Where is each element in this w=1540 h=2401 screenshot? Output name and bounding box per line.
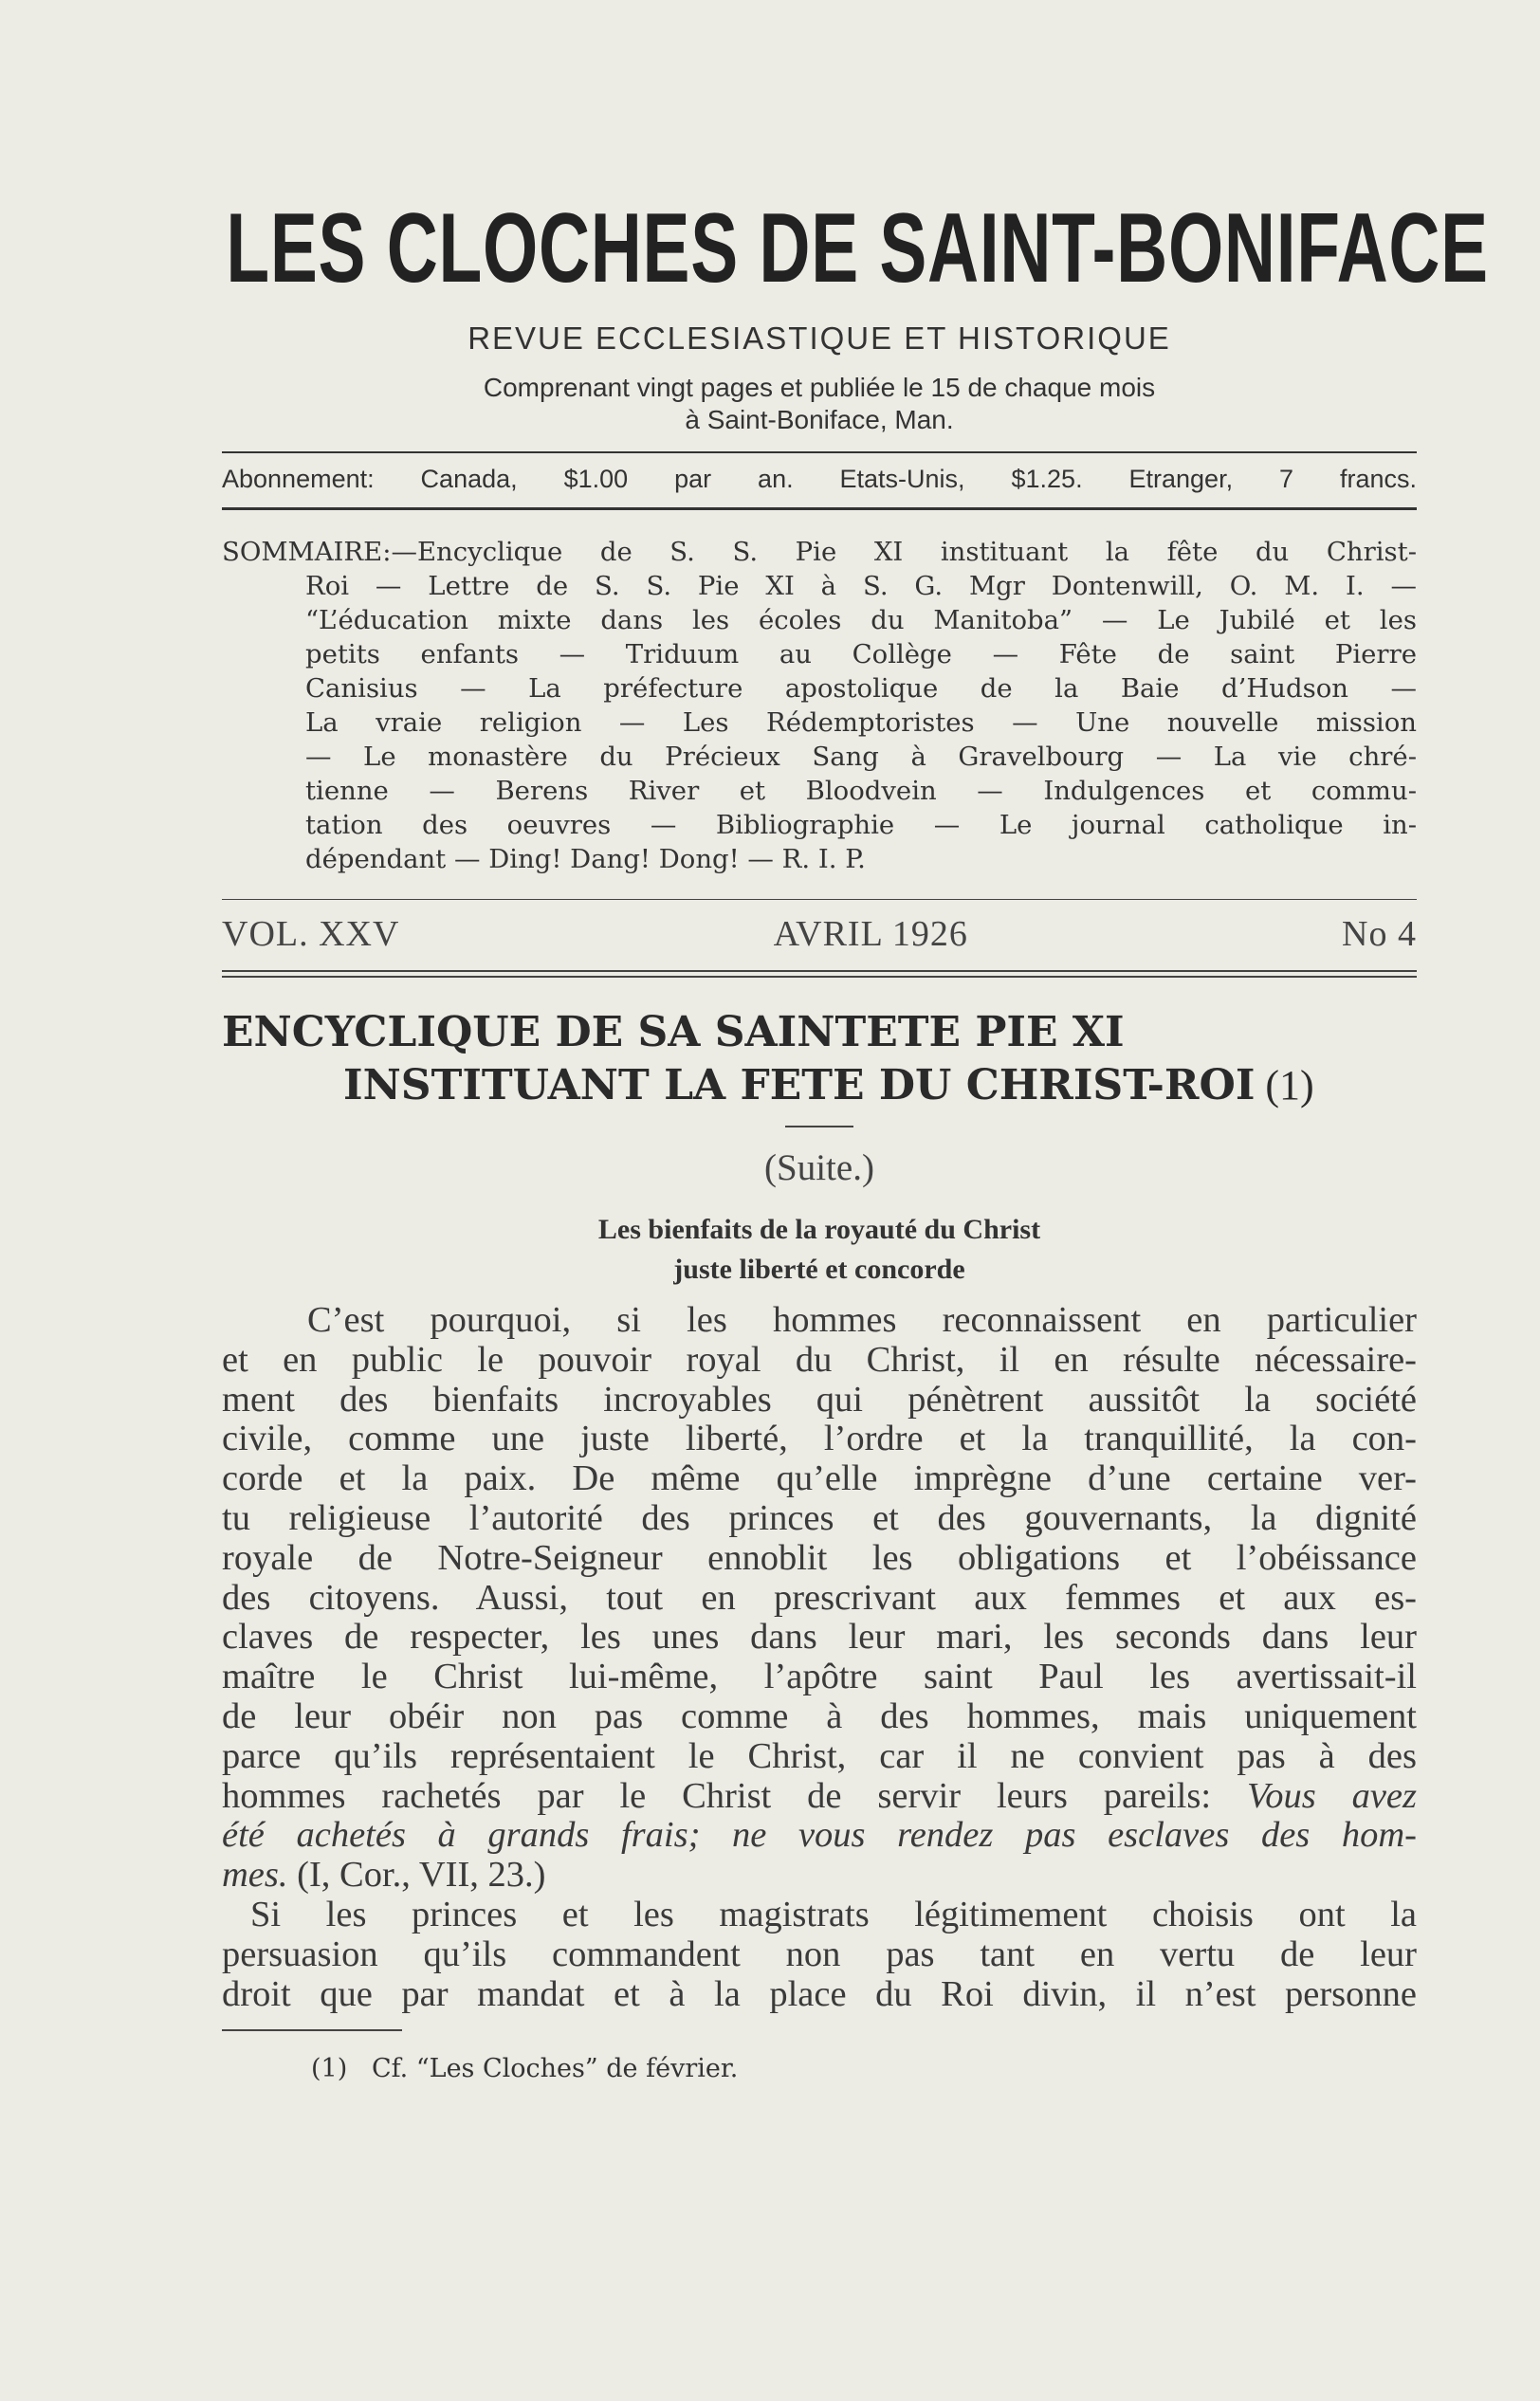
scripture-citation: (I, Cor., VII, 23.)	[287, 1855, 546, 1896]
body-line: tu religieuse l’autorité des princes et des gouvernants, la dignité	[222, 1497, 1417, 1538]
section-heading	[222, 1210, 1417, 1290]
body-line: droit que par mandat et à la place du Roi divin, il n’est personne	[222, 1973, 1417, 2014]
suite-label: (Suite.)	[764, 1147, 874, 1188]
publication-info-line1: Comprenant vingt pages et publiée le 15 de chaque mois	[483, 373, 1156, 402]
toc-line: Canisius — La préfecture apostolique de la Baie d’Hudson —	[305, 673, 1417, 704]
body-line: civile, comme une juste liberté, l’ordre et la tranquillité, la con-	[222, 1419, 1417, 1459]
masthead: LES CLOCHES DE SAINT-BONIFACE	[226, 193, 1489, 303]
masthead-wrap	[222, 193, 1489, 305]
toc-line: Roi — Lettre de S. S. Pie XI à S. G. Mgr Dontenwill, O. M. I. —	[305, 571, 1417, 601]
body-line: des citoyens. Aussi, tout en prescrivant aux femmes et aux es-	[222, 1577, 1417, 1618]
body-line: et en public le pouvoir royal du Christ, il en résulte nécessaire-	[222, 1339, 1417, 1380]
quote-line	[222, 1816, 1417, 1856]
toc-line: La vraie religion — Les Rédemptoristes — Une nouvelle mission	[305, 707, 1417, 738]
subtitle: REVUE ECCLESIASTIQUE ET HISTORIQUE	[468, 321, 1171, 356]
body-line: parce qu’ils représentaient le Christ, car il ne convient pas à des	[222, 1735, 1417, 1776]
issue-date: AVRIL 1926	[773, 914, 968, 954]
toc-line: tation des oeuvres — Bibliographie — Le journal catholique in-	[305, 810, 1417, 840]
toc-line: — Le monastère du Précieux Sang à Gravelbourg — La vie chré-	[305, 742, 1417, 772]
issue-number: No 4	[1342, 914, 1417, 954]
table-of-contents	[222, 535, 1417, 876]
publication-info	[222, 372, 1417, 436]
body-line: ment des bienfaits incroyables qui pénètrent aussitôt la société	[222, 1379, 1417, 1420]
volume-number: VOL. XXV	[222, 914, 400, 954]
quote-end-line	[222, 1856, 1417, 1896]
body-line: de leur obéir non pas comme à des hommes, mais uniquement	[222, 1695, 1417, 1736]
short-rule	[785, 1126, 853, 1127]
quote-start: Vous avez	[1246, 1775, 1417, 1816]
section-heading-line1: Les bienfaits de la royauté du Christ	[597, 1214, 1041, 1245]
issue-line	[222, 913, 1417, 955]
footnote-rule	[222, 2029, 402, 2031]
body-line-text: hommes rachetés par le Christ de servir leurs pareils:	[222, 1775, 1212, 1816]
footnote: (1) Cf. “Les Cloches” de février.	[311, 2054, 739, 2084]
quote-text: été achetés à grands frais; ne vous rendez pas esclaves des hom-	[222, 1815, 1417, 1856]
article-title-line1: ENCYCLIQUE DE SA SAINTETE PIE XI	[222, 1008, 1125, 1056]
toc-line: “L’éducation mixte dans les écoles du Manitoba” — Le Jubilé et les	[305, 605, 1417, 635]
toc-line: SOMMAIRE:—Encyclique de S. S. Pie XI instituant la fête du Christ-	[222, 537, 1417, 567]
rule-below-subscription	[222, 507, 1417, 510]
quote-end: mes.	[222, 1855, 288, 1896]
body-line-with-quote	[222, 1777, 1417, 1817]
footnote-marker: (1)	[1255, 1062, 1314, 1109]
body-line: persuasion qu’ils commandent non pas tant en vertu de leur	[222, 1934, 1417, 1974]
body-line: maître le Christ lui-même, l’apôtre saint Paul les avertissait-il	[222, 1657, 1417, 1697]
body-line: C’est pourquoi, si les hommes reconnaissent en particulier	[307, 1300, 1417, 1340]
rule-above-issue	[222, 899, 1417, 900]
subscription-line: Abonnement: Canada, $1.00 par an. Etats-Unis, $1.25. Etranger, 7 francs.	[222, 465, 1417, 493]
body-line: Si les princes et les magistrats légitimement choisis ont la	[250, 1894, 1417, 1934]
publication-info-line2: à Saint-Boniface, Man.	[685, 405, 954, 434]
article-title-line2	[222, 1059, 1417, 1112]
article-title	[222, 1006, 1417, 1112]
rule-top	[222, 451, 1417, 453]
body-line: corde et la paix. De même qu’elle imprègne d’une certaine ver-	[222, 1458, 1417, 1499]
article-body	[222, 1301, 1417, 2014]
body-line: royale de Notre-Seigneur ennoblit les obligations et l’obéissance	[222, 1537, 1417, 1578]
section-heading-line2: juste liberté et concorde	[673, 1254, 965, 1285]
body-line: claves de respecter, les unes dans leur mari, les seconds dans leur	[222, 1617, 1417, 1658]
toc-line: petits enfants — Triduum au Collège — Fête de saint Pierre	[305, 639, 1417, 669]
toc-line: dépendant — Ding! Dang! Dong! — R. I. P.	[305, 844, 866, 874]
toc-line: tienne — Berens River et Bloodvein — Indulgences et commu-	[305, 776, 1417, 806]
page	[222, 193, 1489, 2084]
double-rule	[222, 970, 1417, 978]
article-title-line2-text: INSTITUANT LA FETE DU CHRIST-ROI	[343, 1061, 1256, 1109]
